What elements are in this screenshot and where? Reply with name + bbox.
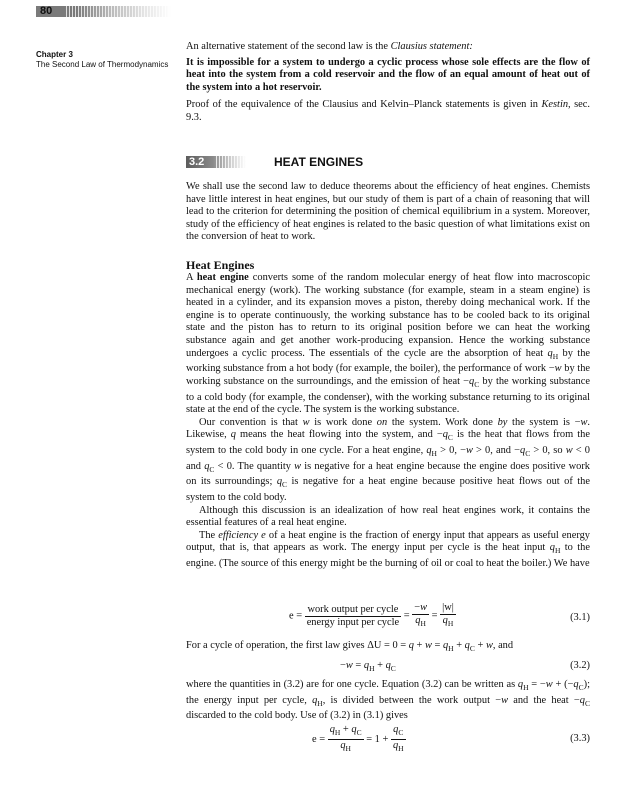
clausius-proof: Proof of the equivalence of the Clausius and Kelvin–Planck statements is given in Kestin, sec. 9.3. [186,99,590,123]
equation-label-3-2: (3.2) [570,660,590,671]
chapter-title: The Second Law of Thermodynamics [36,59,169,69]
equation-3-3: e = $\frac{q_H + q_C}{q_H}$ = 1 + $\frac{q_C}{q_H}$ [312,724,404,754]
equation-3-1: e = $\frac{\text{work output per cycle}}{\text{energy input per cycle}}$ = $\frac{-w}{q_H}$ = $\frac{|w|}{q_H}$ [289,602,454,629]
fraction-work-energy: $\frac{\text{work output per cycle}}{\text{energy input per cycle}}$ [306,603,400,628]
section-title: HEAT ENGINES [274,155,364,169]
paragraph-6: where the quantities in (3.2) are for one cycle. Equation (3.2) can be written as $q_H = -w + (-q_C)$; the energy input per cycle, $q_H$, is divided between the work output −w and the heat $-q_C$ discarded to the cold body. Use of (3.2) in (3.1) gives [186,679,590,722]
intro-paragraph: We shall use the second law to deduce theorems about the efficiency of heat engines. Chemists have little interest in heat engines, but our study of them is part of a chain of reasoning that will lead to the criterion for determining the position of chemical equilibrium in a system. Moreover, study of the efficiency of heat engines is related to the basic question of what limitations exist on the conversion of heat to work. [186,181,590,243]
page-number-bar [36,6,171,17]
fraction-minus-w-qh: $\frac{-w}{q_H}$ [414,602,428,629]
body-block [186,258,590,571]
fraction-abs-w-qh: $\frac{|w|}{q_H}$ [442,602,454,629]
paragraph-6-block [186,679,590,723]
paragraph-3: Although this discussion is an idealization of how real heat engines work, it contains the essential features of a real heat engine. [186,504,590,529]
equation-label-3-3: (3.3) [570,733,590,744]
intro-paragraph-block [186,181,590,244]
equation-label-3-1: (3.1) [570,612,590,623]
equation-3-2: $-w = q_H + q_C$ [340,660,396,674]
paragraph-2: Our convention is that w is work done on the system. Work done by the system is −w. Likewise, q means the heat flowing into the system, and $-q_C$ is the heat that flows from the system to the cold body in one cycle. For a heat engine, $q_H > 0$, −w > 0, and $-q_C > 0$, so w < 0 and $q_C < 0$. The quantity w is negative for a heat engine because the engine does positive work on its surroundings; $q_C$ is negative for a heat engine because positive heat flows out of the system to the cold body. [186,416,591,503]
paragraph-5: For a cycle of operation, the first law gives $\Delta U = 0 = q + w = q_H + q_C + w$, and [186,640,514,654]
subsection-title: Heat Engines [186,258,255,272]
section-number: 3.2 [189,156,205,168]
page-number: 80 [40,5,53,17]
section-heading [186,155,590,169]
clausius-block [186,41,590,125]
paragraph-4: The efficiency e of a heat engine is the fraction of energy input that appears as useful energy output, that is, that appears as work. The energy input per cycle is the heat input $q_H$ to the engine. (The source of this energy might be the burning of oil or coal to heat the boiler.) We have [186,529,590,570]
chapter-running-head [36,50,186,69]
chapter-label: Chapter 3 [36,50,73,59]
paragraph-1: A heat engine converts some of the random molecular energy of heat flow into macroscopic mechanical energy (work). The working substance (for example, steam in a steam engine) is heated in a cylinder, and its expansion moves a piston, thereby doing mechanical work. If the engine is to operate continuously, the working substance has to be cooled back to its original state and the piston has to return to its original position before we can heat the working substance again and get another work-producing expansion. Hence the working substance undergoes a cyclic process. The essentials of the cycle are the absorption of heat $q_H$ by the working substance from a hot body (for example, the boiler), the performance of work −w by the working substance on the surroundings, and the emission of heat $-q_C$ by the working substance to a cold body (for example, the condenser), with the working substance returning to its original state at the end of the cycle. The system is the working substance. [186,272,591,416]
paragraph-5-block [186,640,590,656]
fraction-qh-plus-qc: $\frac{q_H + q_C}{q_H}$ [329,724,362,754]
clausius-intro: An alternative statement of the second law is the Clausius statement: [186,41,473,52]
fraction-qc-qh: $\frac{q_C}{q_H}$ [392,724,404,754]
clausius-statement: It is impossible for a system to undergo a cyclic process whose sole effects are the flow of heat into the system from a cold reservoir and the flow of an equal amount of heat out of the system into a hot reservoir. [186,56,590,93]
